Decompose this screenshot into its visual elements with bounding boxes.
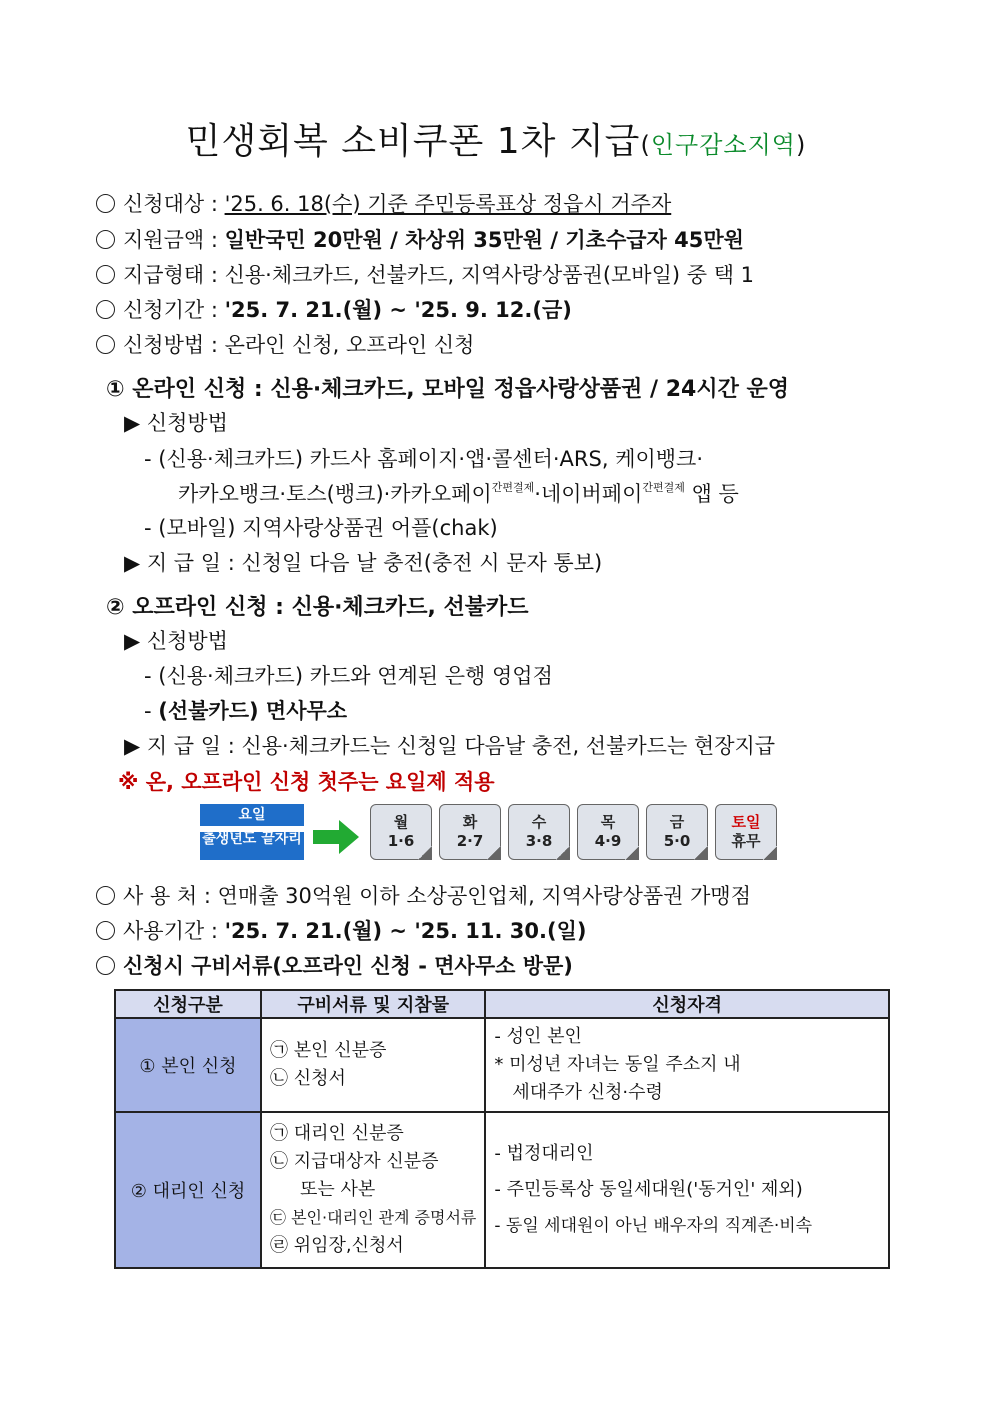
day-digits: 5·0: [663, 832, 691, 850]
column-header: 신청자격: [485, 990, 889, 1018]
docs-title-text: 신청시 구비서류(오프라인 신청 - 면사무소 방문): [123, 954, 573, 978]
item-value: 신용·체크카드, 선불카드, 지역사랑상품권(모바일) 중 택 1: [224, 263, 755, 287]
item-label: 사용기간 :: [123, 919, 225, 943]
offline-payday: ▶ 지 급 일 : 신용·체크카드는 신청일 다음날 충전, 선불카드는 현장지급: [124, 734, 776, 758]
day-label: 화: [462, 813, 478, 831]
doc-item: ㉠ 대리인 신분증: [270, 1123, 404, 1144]
circle-bullet-icon: [96, 956, 115, 975]
table-row: [115, 1112, 889, 1268]
day-digits: 2·7: [456, 832, 484, 850]
day-card-tue: [439, 804, 501, 860]
day-digits: 휴무: [731, 832, 761, 850]
circle-bullet-icon: [96, 265, 115, 284]
day-digits: 1·6: [387, 832, 415, 850]
legend-birthyear: 출생년도 끝자리: [200, 832, 304, 860]
circle-bullet-icon: [96, 921, 115, 940]
doc-item: 또는 사본: [300, 1179, 376, 1200]
page-fold-icon: [556, 846, 570, 860]
doc-item: ㉢ 본인·대리인 관계 증명서류: [270, 1208, 477, 1227]
online-card-line2b: ·네이버페이: [534, 482, 643, 506]
day-digits: 3·8: [525, 832, 553, 850]
item-label: 신청대상 :: [123, 192, 225, 216]
arrow-right-icon: [313, 820, 359, 854]
day-card-thu: [577, 804, 639, 860]
day-card-wed: [508, 804, 570, 860]
offline-prepaid-line: [144, 695, 347, 725]
row-docs: [261, 1018, 485, 1112]
title-main: 민생회복 소비쿠폰 1차 지급: [185, 121, 641, 162]
circle-bullet-icon: [96, 194, 115, 213]
online-card-sup2: 간편결제: [642, 481, 685, 494]
circle-bullet-icon: [96, 886, 115, 905]
legend-weekday: 요일: [200, 804, 304, 826]
column-header: 신청구분: [115, 990, 261, 1018]
day-label: 목: [600, 813, 616, 831]
usage-period: [96, 915, 586, 945]
online-card-sup1: 간편결제: [491, 481, 535, 494]
item-value: '25. 7. 21.(월) ~ '25. 11. 30.(일): [224, 919, 587, 943]
circle-bullet-icon: [96, 335, 115, 354]
day-digits: 4·9: [594, 832, 622, 850]
online-payday: ▶ 지 급 일 : 신청일 다음 날 충전(충전 시 문자 통보): [124, 551, 603, 575]
qual-item: - 법정대리인: [494, 1143, 594, 1164]
item-form: [96, 259, 754, 289]
item-label: 지원금액 :: [123, 228, 225, 252]
page-fold-icon: [487, 846, 501, 860]
item-value: 온라인 신청, 오프라인 신청: [224, 333, 475, 357]
doc-item: ㉡ 신청서: [270, 1068, 346, 1089]
item-label: 지급형태 :: [123, 263, 225, 287]
required-documents-table: [114, 989, 890, 1269]
row-docs: [261, 1112, 485, 1268]
title-region: 인구감소지역: [650, 131, 796, 159]
offline-card-line: - (신용·체크카드) 카드와 연계된 은행 영업점: [144, 664, 553, 688]
item-value: '25. 7. 21.(월) ~ '25. 9. 12.(금): [224, 298, 572, 322]
page-fold-icon: [694, 846, 708, 860]
page-fold-icon: [625, 846, 639, 860]
item-period: [96, 294, 572, 324]
offline-method-label: ▶ 신청방법: [124, 629, 228, 653]
docs-title: [96, 950, 573, 980]
schedule-legend: [200, 804, 304, 860]
item-value: 일반국민 20만원 / 차상위 35만원 / 기초수급자 45만원: [224, 228, 744, 252]
day-label: 토일: [731, 813, 761, 831]
page-title: [0, 113, 992, 164]
day-card-weekend: [715, 804, 777, 860]
online-card-line2c: 앱 등: [684, 482, 739, 506]
item-target: [96, 188, 671, 218]
circle-bullet-icon: [96, 230, 115, 249]
online-method-label: ▶ 신청방법: [124, 411, 228, 435]
doc-item: ㉠ 본인 신분증: [270, 1040, 387, 1061]
circle-bullet-icon: [96, 300, 115, 319]
title-paren-close: ): [795, 131, 807, 159]
online-heading: ① 온라인 신청 : 신용·체크카드, 모바일 정읍사랑상품권 / 24시간 운영: [106, 377, 790, 402]
day-label: 수: [531, 813, 547, 831]
doc-item: ㉣ 위임장,신청서: [270, 1235, 404, 1256]
page-fold-icon: [763, 846, 777, 860]
doc-item: ㉡ 지급대상자 신분증: [270, 1151, 439, 1172]
item-label: 사 용 처 :: [123, 884, 218, 908]
row-category: ① 본인 신청: [115, 1018, 261, 1112]
offline-prepaid-text: (선불카드) 면사무소: [158, 699, 348, 723]
item-method: [96, 329, 474, 359]
day-card-fri: [646, 804, 708, 860]
online-card-line1: - (신용·체크카드) 카드사 홈페이지·앱·콜센터·ARS, 케이뱅크·: [144, 447, 704, 471]
item-value: '25. 6. 18(수) 기준 주민등록표상 정읍시 거주자: [224, 192, 672, 216]
offline-prepaid-dash: -: [144, 699, 159, 723]
row-qual: [485, 1018, 889, 1112]
row-category: ② 대리인 신청: [115, 1112, 261, 1268]
day-card-mon: [370, 804, 432, 860]
usage-place: [96, 880, 751, 910]
qual-item: 세대주가 신청·수령: [512, 1082, 663, 1103]
table-row: [115, 1018, 889, 1112]
item-amount: [96, 224, 744, 254]
table-header-row: [115, 990, 889, 1018]
page-fold-icon: [418, 846, 432, 860]
qual-item: * 미성년 자녀는 동일 주소지 내: [494, 1054, 741, 1075]
row-qual: [485, 1112, 889, 1268]
item-label: 신청기간 :: [123, 298, 225, 322]
online-card-line2: [178, 478, 739, 508]
day-label: 금: [669, 813, 685, 831]
item-label: 신청방법 :: [123, 333, 225, 357]
online-card-line2a: 카카오뱅크·토스(뱅크)·카카오페이: [178, 482, 492, 506]
qual-item: - 동일 세대원이 아닌 배우자의 직계존·비속: [494, 1216, 813, 1236]
day-label: 월: [393, 813, 409, 831]
weekday-note: ※ 온, 오프라인 신청 첫주는 요일제 적용: [118, 770, 495, 794]
online-mobile-line: - (모바일) 지역사랑상품권 어플(chak): [144, 516, 498, 540]
qual-item: - 주민등록상 동일세대원('동거인' 제외): [494, 1179, 803, 1200]
title-paren-open: (: [640, 131, 651, 159]
offline-heading: ② 오프라인 신청 : 신용·체크카드, 선불카드: [106, 595, 529, 620]
column-header: 구비서류 및 지참물: [261, 990, 485, 1018]
qual-item: - 성인 본인: [494, 1026, 582, 1047]
item-value: 연매출 30억원 이하 소상공인업체, 지역사랑상품권 가맹점: [217, 884, 751, 908]
